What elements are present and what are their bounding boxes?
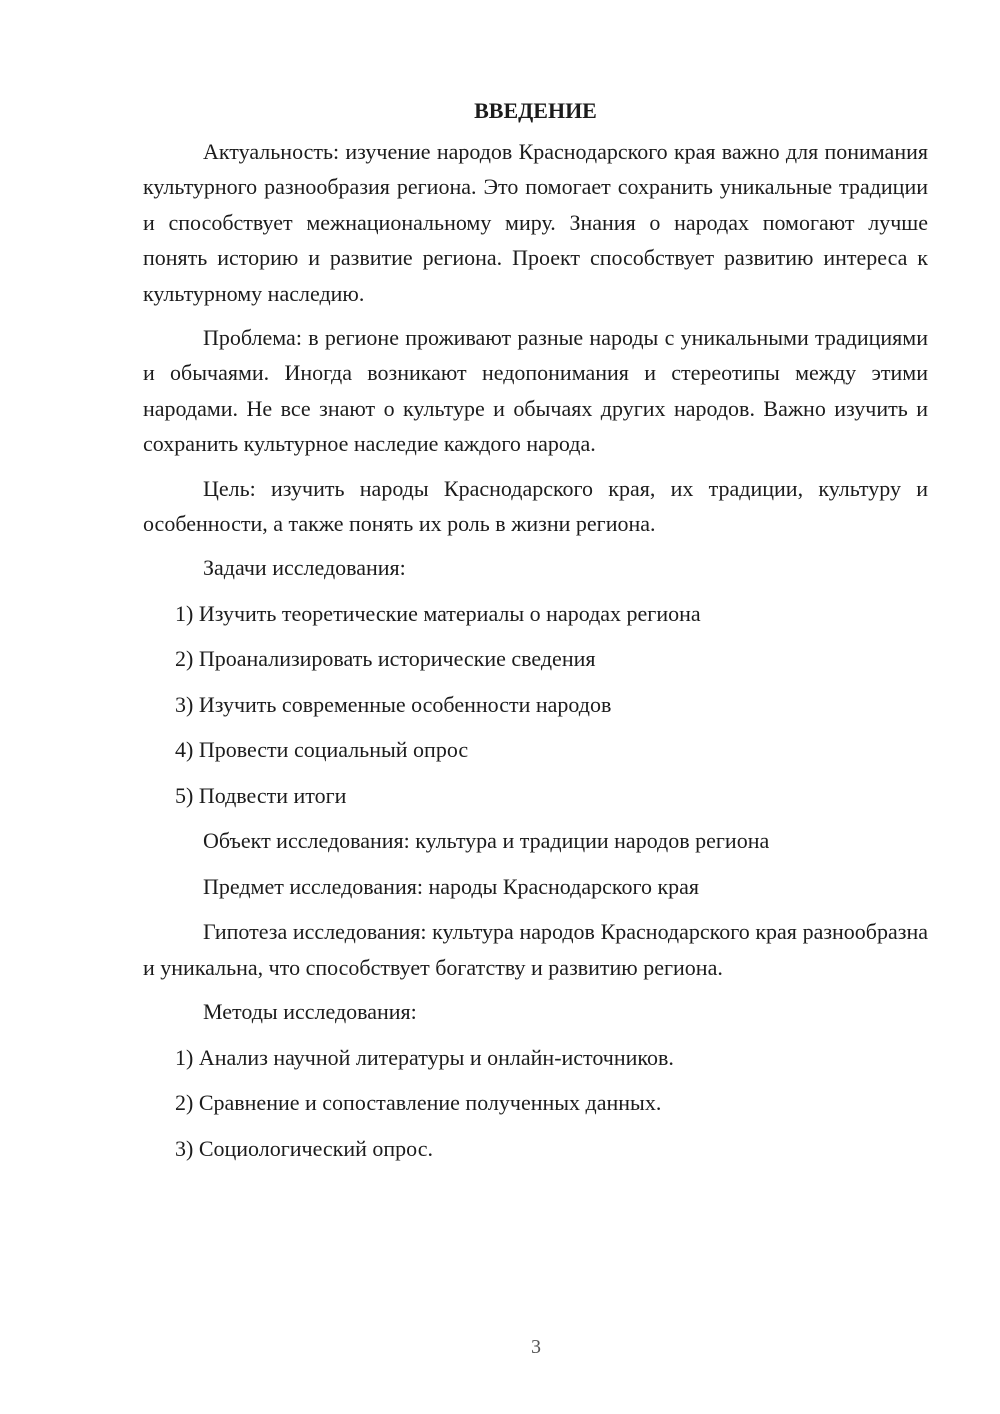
hypothesis-paragraph: Гипотеза исследования: культура народов Краснодарского края разнообразна и уникальна, что способствует богатству и развитию региона.: [143, 919, 928, 980]
section-title: ВВЕДЕНИЕ: [474, 98, 597, 123]
page-number: 3: [531, 1336, 541, 1358]
task-item: 4) Провести социальный опрос: [175, 737, 469, 763]
research-object: Объект исследования: культура и традиции народов региона: [203, 828, 770, 854]
relevance-paragraph: Актуальность: изучение народов Краснодарского края важно для понимания культурного разнообразия региона. Это помогает сохранить уникальные традиции и способствует межнациональному миру. Знания о народах помогают лучше понять историю и развитие региона. Проект способствует развитию интереса к культурному наследию.: [143, 139, 928, 306]
methods-list: [143, 1040, 928, 1167]
tasks-heading: Задачи исследования:: [203, 555, 406, 581]
tasks-list: [143, 596, 928, 814]
method-item: 3) Социологический опрос.: [175, 1135, 433, 1161]
problem-paragraph: Проблема: в регионе проживают разные народы с уникальными традициями и обычаями. Иногда возникают недопонимания и стереотипы между этими народами. Не все знают о культуре и обычаях других народов. Важно изучить и сохранить культурное наследие каждого народа.: [143, 325, 928, 457]
task-item: 2) Проанализировать исторические сведения: [175, 646, 596, 672]
page-content: [143, 93, 928, 1176]
methods-heading: Методы исследования:: [203, 999, 417, 1025]
method-item: 1) Анализ научной литературы и онлайн-источников.: [175, 1044, 674, 1070]
goal-paragraph: Цель: изучить народы Краснодарского края, их традиции, культуру и особенности, а также понять их роль в жизни региона.: [143, 475, 928, 537]
task-item: 1) Изучить теоретические материалы о народах региона: [175, 600, 701, 626]
research-subject: Предмет исследования: народы Краснодарского края: [203, 873, 700, 899]
task-item: 3) Изучить современные особенности народов: [175, 691, 612, 717]
method-item: 2) Сравнение и сопоставление полученных данных.: [175, 1090, 662, 1116]
task-item: 5) Подвести итоги: [175, 782, 347, 808]
